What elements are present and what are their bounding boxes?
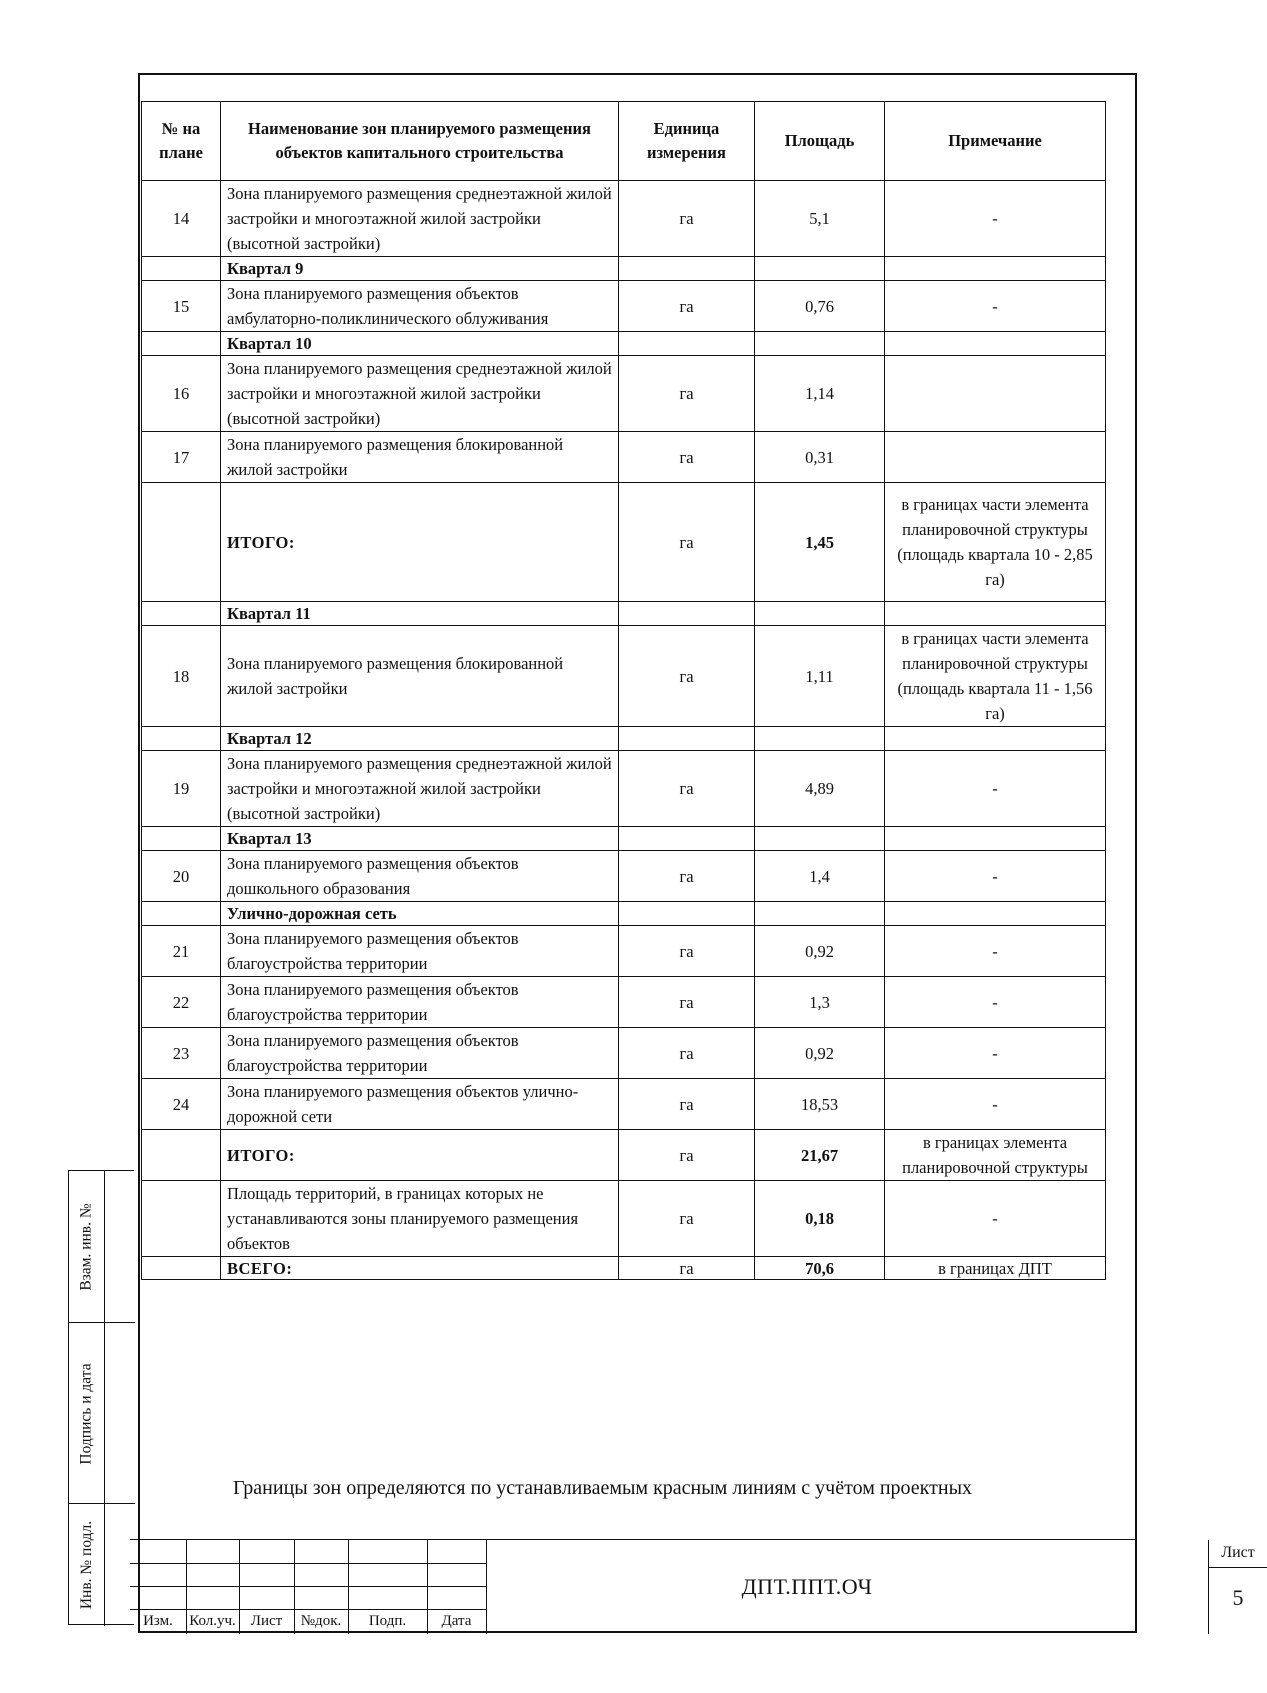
- cell-unit: га: [619, 483, 755, 602]
- cell-num: 19: [142, 751, 221, 827]
- cell-name: Зона планируемого размещения объектов благоустройства территории: [221, 1028, 619, 1079]
- cell-area: 21,67: [755, 1130, 885, 1181]
- cell-num: 17: [142, 432, 221, 483]
- cell-area: 18,53: [755, 1079, 885, 1130]
- section-row: [142, 602, 1106, 626]
- cell-area: 0,76: [755, 281, 885, 332]
- cell-note: в границах части элемента планировочной структуры (площадь квартала 10 - 2,85 га): [885, 483, 1106, 602]
- cell-num: [142, 727, 221, 751]
- cell-num: 18: [142, 626, 221, 727]
- footnote: Границы зон определяются по устанавливаемым красным линиям с учётом проектных: [233, 1477, 973, 1499]
- document-code: ДПТ.ППТ.ОЧ: [486, 1540, 1127, 1634]
- cell-unit: га: [619, 1028, 755, 1079]
- cell-area: 70,6: [755, 1257, 885, 1280]
- table-row: [142, 181, 1106, 257]
- cell-unit: га: [619, 1257, 755, 1280]
- cell-area: [755, 257, 885, 281]
- cell-note: [885, 902, 1106, 926]
- cell-area: 0,31: [755, 432, 885, 483]
- table-row: [142, 432, 1106, 483]
- cell-unit: [619, 332, 755, 356]
- cell-area: 1,11: [755, 626, 885, 727]
- cell-num: 23: [142, 1028, 221, 1079]
- cell-area: 5,1: [755, 181, 885, 257]
- cell-area: 1,14: [755, 356, 885, 432]
- cell-name: ИТОГО:: [221, 483, 619, 602]
- cell-note: [885, 827, 1106, 851]
- sheet-box: [1208, 1540, 1267, 1634]
- cell-area: [755, 727, 885, 751]
- cell-name: Зона планируемого размещения среднеэтажной жилой застройки и многоэтажной жилой застройки (высотной застройки): [221, 751, 619, 827]
- cell-area: 4,89: [755, 751, 885, 827]
- cell-name: Зона планируемого размещения объектов благоустройства территории: [221, 977, 619, 1028]
- total-row: [142, 1130, 1106, 1181]
- cell-note: -: [885, 1181, 1106, 1257]
- title-block: [130, 1539, 1255, 1633]
- cell-unit: [619, 257, 755, 281]
- cell-num: [142, 1181, 221, 1257]
- cell-num: [142, 902, 221, 926]
- cell-num: [142, 257, 221, 281]
- cell-name: Зона планируемого размещения среднеэтажной жилой застройки и многоэтажной жилой застройки (высотной застройки): [221, 181, 619, 257]
- cell-unit: га: [619, 1181, 755, 1257]
- cell-note: -: [885, 181, 1106, 257]
- header-num: № на плане: [142, 102, 221, 181]
- total-row: [142, 1257, 1106, 1280]
- cell-note: [885, 356, 1106, 432]
- section-title: Улично-дорожная сеть: [221, 902, 619, 926]
- table-row: [142, 926, 1106, 977]
- table-row: [142, 281, 1106, 332]
- cell-note: в границах части элемента планировочной структуры (площадь квартала 11 - 1,56 га): [885, 626, 1106, 727]
- cell-name: Зона планируемого размещения объектов амбулаторно-поликлинического облуживания: [221, 281, 619, 332]
- tb-label-list: Лист: [250, 1613, 283, 1629]
- sheet-label: Лист: [1209, 1540, 1267, 1568]
- section-row: [142, 827, 1106, 851]
- cell-note: [885, 257, 1106, 281]
- cell-name: Зона планируемого размещения блокированной жилой застройки: [221, 626, 619, 727]
- cell-area: 0,92: [755, 1028, 885, 1079]
- cell-name: ИТОГО:: [221, 1130, 619, 1181]
- cell-area: 1,3: [755, 977, 885, 1028]
- cell-area: [755, 827, 885, 851]
- section-row: [142, 332, 1106, 356]
- cell-name: Зона планируемого размещения объектов улично-дорожной сети: [221, 1079, 619, 1130]
- cell-unit: [619, 827, 755, 851]
- section-title: Квартал 12: [221, 727, 619, 751]
- cell-note: -: [885, 851, 1106, 902]
- cell-note: -: [885, 281, 1106, 332]
- cell-unit: [619, 602, 755, 626]
- cell-note: -: [885, 751, 1106, 827]
- cell-note: [885, 727, 1106, 751]
- tb-label-ndok: №док.: [300, 1613, 342, 1629]
- cell-num: 20: [142, 851, 221, 902]
- cell-area: 0,18: [755, 1181, 885, 1257]
- cell-name: ВСЕГО:: [221, 1257, 619, 1280]
- cell-num: [142, 1130, 221, 1181]
- section-title: Квартал 9: [221, 257, 619, 281]
- header-unit: Единица измерения: [619, 102, 755, 181]
- cell-num: [142, 483, 221, 602]
- cell-num: 22: [142, 977, 221, 1028]
- side-vzam-label: Взам. инв. №: [78, 1203, 96, 1291]
- cell-num: [142, 827, 221, 851]
- cell-unit: га: [619, 181, 755, 257]
- tb-label-koluch: Кол.уч.: [189, 1613, 236, 1629]
- table-row: [142, 977, 1106, 1028]
- cell-num: [142, 602, 221, 626]
- section-row: [142, 257, 1106, 281]
- table-row: [142, 751, 1106, 827]
- cell-note: -: [885, 1079, 1106, 1130]
- cell-area: [755, 332, 885, 356]
- cell-note: -: [885, 1028, 1106, 1079]
- tb-label-podp: Подп.: [368, 1613, 407, 1629]
- cell-name: Зона планируемого размещения объектов благоустройства территории: [221, 926, 619, 977]
- cell-area: [755, 902, 885, 926]
- side-inv-label: Инв. № подл.: [78, 1520, 96, 1610]
- table-row: [142, 1079, 1106, 1130]
- cell-note: [885, 432, 1106, 483]
- cell-unit: га: [619, 926, 755, 977]
- cell-area: 1,4: [755, 851, 885, 902]
- total-row: [142, 483, 1106, 602]
- tb-label-izm: Изм.: [143, 1613, 173, 1629]
- cell-unit: [619, 902, 755, 926]
- section-title: Квартал 11: [221, 602, 619, 626]
- cell-note: [885, 332, 1106, 356]
- cell-unit: га: [619, 356, 755, 432]
- section-title: Квартал 10: [221, 332, 619, 356]
- cell-unit: га: [619, 626, 755, 727]
- cell-unit: га: [619, 432, 755, 483]
- cell-unit: га: [619, 1130, 755, 1181]
- cell-note: -: [885, 977, 1106, 1028]
- table-row: [142, 626, 1106, 727]
- revision-grid: [130, 1540, 486, 1634]
- cell-area: [755, 602, 885, 626]
- cell-name: Зона планируемого размещения блокированной жилой застройки: [221, 432, 619, 483]
- cell-unit: га: [619, 1079, 755, 1130]
- section-row: [142, 727, 1106, 751]
- cell-name: Площадь территорий, в границах которых не устанавливаются зоны планируемого размещения объектов: [221, 1181, 619, 1257]
- cell-area: 1,45: [755, 483, 885, 602]
- cell-note: в границах элемента планировочной структуры: [885, 1130, 1106, 1181]
- cell-unit: [619, 727, 755, 751]
- cell-num: [142, 1257, 221, 1280]
- section-title: Квартал 13: [221, 827, 619, 851]
- cell-unit: га: [619, 977, 755, 1028]
- cell-note: -: [885, 926, 1106, 977]
- side-stamp: [68, 1170, 134, 1625]
- cell-num: 16: [142, 356, 221, 432]
- cell-unit: га: [619, 851, 755, 902]
- cell-num: [142, 332, 221, 356]
- table-row: [142, 1181, 1106, 1257]
- header-area: Площадь: [755, 102, 885, 181]
- table-header-row: [142, 102, 1106, 181]
- cell-name: Зона планируемого размещения среднеэтажной жилой застройки и многоэтажной жилой застройки (высотной застройки): [221, 356, 619, 432]
- cell-area: 0,92: [755, 926, 885, 977]
- cell-unit: га: [619, 281, 755, 332]
- table-row: [142, 1028, 1106, 1079]
- table-row: [142, 356, 1106, 432]
- side-podpis-label: Подпись и дата: [78, 1362, 95, 1465]
- cell-num: 14: [142, 181, 221, 257]
- cell-num: 21: [142, 926, 221, 977]
- cell-note: в границах ДПТ: [885, 1257, 1106, 1280]
- header-name: Наименование зон планируемого размещения объектов капитального строительства: [221, 102, 619, 181]
- cell-unit: га: [619, 751, 755, 827]
- zones-table: [141, 101, 1106, 1280]
- cell-num: 24: [142, 1079, 221, 1130]
- cell-num: 15: [142, 281, 221, 332]
- section-row: [142, 902, 1106, 926]
- table-row: [142, 851, 1106, 902]
- cell-name: Зона планируемого размещения объектов дошкольного образования: [221, 851, 619, 902]
- cell-note: [885, 602, 1106, 626]
- header-note: Примечание: [885, 102, 1106, 181]
- sheet-number: 5: [1232, 1585, 1244, 1610]
- tb-label-data: Дата: [441, 1613, 472, 1629]
